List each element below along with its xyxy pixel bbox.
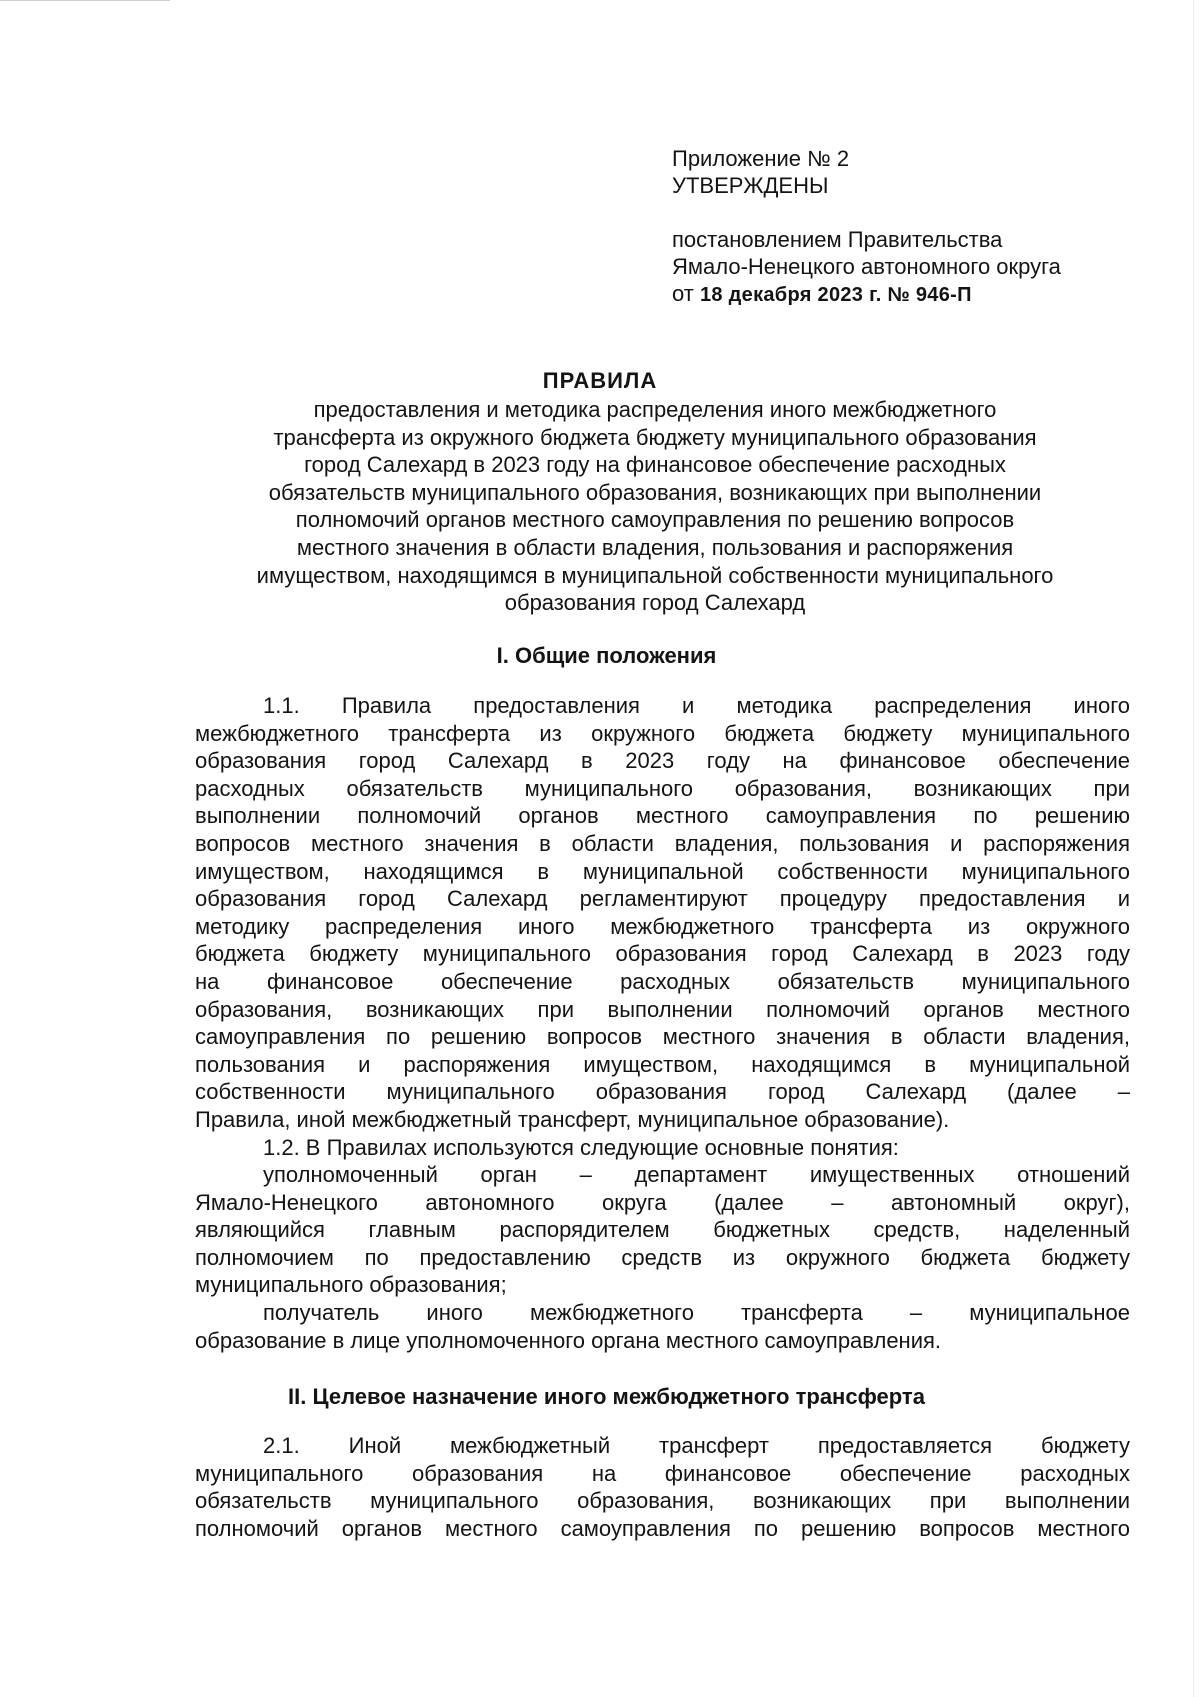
paragraph-line: полномочием по предоставлению средств из окружного бюджета бюджету [195,1244,1130,1270]
paragraph-line: собственности муниципального образования город Салехард (далее – [195,1079,1130,1105]
section-1-heading: I. Общие положения [496,643,717,668]
decree-number: 18 декабря 2023 г. № 946-П [699,284,972,306]
subtitle-line: город Салехард в 2023 году на финансовое обеспечение расходных [304,452,1006,478]
approved-label: УТВЕРЖДЕНЫ [672,173,829,198]
paragraph-line: выполнении полномочий органов местного самоуправления по решению [195,803,1130,829]
paragraph-line: 1.1. Правила предоставления и методика распределения иного [263,693,1130,718]
paragraph-line: 1.2. В Правилах используются следующие основные понятия: [263,1134,899,1160]
paragraph-line: 2.1. Иной межбюджетный трансферт предоставляется бюджету [263,1433,1130,1458]
document-title: ПРАВИЛА [542,368,658,393]
paragraph-line: муниципального образования на финансовое обеспечение расходных [195,1460,1130,1486]
paragraph-line: вопросов местного значения в области владения, пользования и распоряжения [195,830,1130,856]
paragraph-line: получатель иного межбюджетного трансферта – муниципальное [263,1300,1130,1326]
paragraph-line: самоуправления по решению вопросов местного значения в области владения, [195,1024,1130,1050]
appendix-number: Приложение № 2 [672,146,850,171]
subtitle-line: образования город Салехард [504,590,806,616]
paragraph-line: расходных обязательств муниципального образования, возникающих при [195,775,1130,801]
section-2-body [195,1432,1130,1542]
subtitle-line: предоставления и методика распределения иного межбюджетного [313,397,997,422]
approval-block [672,145,1061,309]
subtitle-line: полномочий органов местного самоуправления по решению вопросов [295,507,1015,533]
subtitle-line: имуществом, находящимся в муниципальной собственности муниципального [256,562,1054,588]
paragraph-line: методику распределения иного межбюджетного трансферта из окружного [195,913,1130,939]
scan-edge [0,0,170,1]
section-1-body [195,692,1130,1354]
approval-line: Ямало-Ненецкого автономного округа [672,254,1061,279]
paragraph-line: бюджета бюджету муниципального образования город Салехард в 2023 году [195,941,1130,967]
paragraph-line: полномочий органов местного самоуправления по решению вопросов местного [195,1515,1130,1541]
paragraph-line: обязательств муниципального образования, возникающих при выполнении [195,1488,1130,1514]
paragraph-line: Правила, иной межбюджетный трансферт, муниципальное образование). [195,1106,950,1132]
subtitle-line: обязательств муниципального образования, возникающих при выполнении [268,479,1042,505]
subtitle-line: местного значения в области владения, пользования и распоряжения [296,534,1014,560]
paragraph-line: образование в лице уполномоченного органа местного самоуправления. [195,1327,942,1353]
paragraph-line: образования, возникающих при выполнении полномочий органов местного [195,996,1130,1022]
decree-reference [672,280,1061,309]
section-2-heading: II. Целевое назначение иного межбюджетного трансферта [288,1384,925,1409]
approval-line: постановлением Правительства [672,227,1003,252]
paragraph-line: Ямало-Ненецкого автономного округа (далее – автономный округ), [195,1189,1130,1215]
decree-prefix: от [672,281,694,306]
paragraph-line: являющийся главным распорядителем бюджетных средств, наделенный [195,1217,1130,1243]
document-subtitle [195,396,1115,617]
paragraph-line: имуществом, находящимся в муниципальной собственности муниципального [195,858,1130,884]
paragraph-line: образования город Салехард в 2023 году на финансовое обеспечение [195,748,1130,774]
subtitle-line: трансферта из окружного бюджета бюджету муниципального образования [273,424,1037,450]
paragraph-line: образования город Салехард регламентируют процедуру предоставления и [195,886,1130,912]
paragraph-line: межбюджетного трансферта из окружного бюджета бюджету муниципального [195,720,1130,746]
scan-edge [1193,0,1194,1697]
paragraph-line: муниципального образования; [195,1272,507,1298]
paragraph-line: пользования и распоряжения имуществом, находящимся в муниципальной [195,1051,1130,1077]
paragraph-line: уполномоченный орган – департамент имущественных отношений [263,1162,1130,1188]
paragraph-line: на финансовое обеспечение расходных обязательств муниципального [195,968,1130,994]
